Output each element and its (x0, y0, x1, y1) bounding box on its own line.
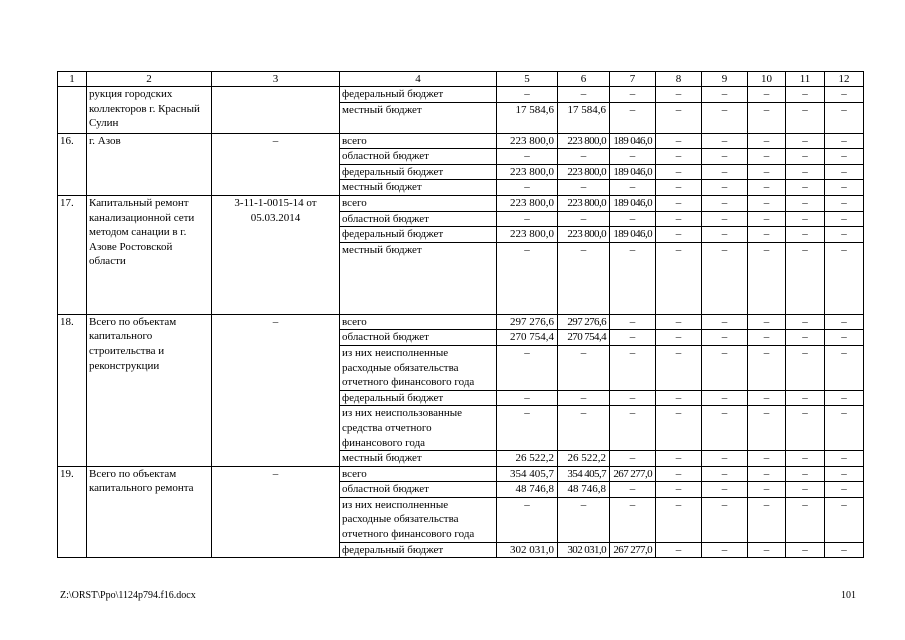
value-cell: – (656, 406, 702, 451)
col-num: 8 (656, 72, 702, 87)
value-cell: 189 046,0 (610, 164, 656, 180)
value-cell: – (558, 149, 610, 165)
value-cell: – (610, 87, 656, 103)
source-label: федеральный бюджет (340, 542, 497, 558)
value-cell: – (702, 102, 748, 133)
value-cell: – (558, 180, 610, 196)
value-cell: – (786, 345, 825, 390)
value-cell: – (610, 149, 656, 165)
col-num: 7 (610, 72, 656, 87)
value-cell: – (656, 497, 702, 542)
value-cell: – (786, 406, 825, 451)
value-cell: – (702, 345, 748, 390)
source-label: всего (340, 133, 497, 149)
value-cell: 354 405,7 (497, 466, 558, 482)
value-cell: – (497, 390, 558, 406)
value-cell: – (610, 345, 656, 390)
value-cell: – (702, 87, 748, 103)
source-label: из них неисполненные расходные обязательства отчетного финансового года (340, 497, 497, 542)
value-cell: – (825, 390, 864, 406)
value-cell: – (656, 133, 702, 149)
value-cell: – (786, 149, 825, 165)
value-cell: – (497, 180, 558, 196)
value-cell: – (558, 242, 610, 314)
col-num: 9 (702, 72, 748, 87)
source-label: областной бюджет (340, 482, 497, 498)
value-cell: – (786, 133, 825, 149)
value-cell: – (610, 314, 656, 330)
value-cell: 189 046,0 (610, 195, 656, 211)
object-code: – (212, 466, 340, 558)
value-cell: – (656, 87, 702, 103)
value-cell: – (702, 180, 748, 196)
source-label: федеральный бюджет (340, 164, 497, 180)
value-cell: – (825, 242, 864, 314)
source-label: областной бюджет (340, 211, 497, 227)
value-cell: – (825, 133, 864, 149)
row-number: 17. (58, 195, 87, 314)
value-cell: 270 754,4 (497, 330, 558, 346)
value-cell: – (558, 390, 610, 406)
object-code: – (212, 133, 340, 195)
source-label: областной бюджет (340, 149, 497, 165)
value-cell: – (748, 133, 786, 149)
col-num: 12 (825, 72, 864, 87)
value-cell: – (558, 406, 610, 451)
value-cell: – (786, 390, 825, 406)
value-cell: – (610, 330, 656, 346)
object-name: Всего по объектам капитального ремонта (87, 466, 212, 558)
value-cell: – (825, 227, 864, 243)
value-cell: – (656, 149, 702, 165)
value-cell: – (748, 227, 786, 243)
value-cell: – (748, 482, 786, 498)
value-cell: 48 746,8 (558, 482, 610, 498)
col-num: 6 (558, 72, 610, 87)
document-path: Z:\ORST\Ppo\1124p794.f16.docx (60, 590, 196, 601)
source-label: всего (340, 195, 497, 211)
value-cell: – (825, 149, 864, 165)
source-label: местный бюджет (340, 180, 497, 196)
value-cell: – (825, 406, 864, 451)
value-cell: – (748, 406, 786, 451)
value-cell: – (610, 497, 656, 542)
value-cell: – (786, 451, 825, 467)
object-code: – (212, 314, 340, 466)
value-cell: – (656, 211, 702, 227)
source-label: всего (340, 466, 497, 482)
value-cell: – (825, 542, 864, 558)
value-cell: – (786, 330, 825, 346)
value-cell: – (610, 102, 656, 133)
value-cell: – (558, 87, 610, 103)
value-cell: – (656, 390, 702, 406)
source-label: областной бюджет (340, 330, 497, 346)
value-cell: – (748, 180, 786, 196)
value-cell: – (702, 211, 748, 227)
value-cell: – (748, 87, 786, 103)
value-cell: – (610, 390, 656, 406)
table-row (58, 314, 864, 330)
value-cell: – (656, 345, 702, 390)
value-cell: 302 031,0 (497, 542, 558, 558)
value-cell: – (702, 482, 748, 498)
value-cell: – (786, 314, 825, 330)
value-cell: – (748, 102, 786, 133)
value-cell: – (497, 149, 558, 165)
value-cell: – (656, 482, 702, 498)
value-cell: – (558, 497, 610, 542)
value-cell: – (786, 195, 825, 211)
value-cell: – (497, 406, 558, 451)
value-cell: 223 800,0 (497, 164, 558, 180)
value-cell: – (786, 466, 825, 482)
value-cell: 223 800,0 (497, 227, 558, 243)
source-label: из них неисполненные расходные обязательства отчетного финансового года (340, 345, 497, 390)
value-cell: – (786, 211, 825, 227)
value-cell: – (656, 180, 702, 196)
value-cell: – (748, 164, 786, 180)
value-cell: – (702, 330, 748, 346)
value-cell: – (786, 242, 825, 314)
col-num: 3 (212, 72, 340, 87)
value-cell: – (702, 390, 748, 406)
page-number: 101 (841, 590, 856, 601)
value-cell: 223 800,0 (497, 133, 558, 149)
value-cell: – (656, 330, 702, 346)
value-cell: – (786, 482, 825, 498)
value-cell: – (656, 227, 702, 243)
value-cell: – (825, 330, 864, 346)
budget-table (57, 71, 864, 558)
value-cell: 267 277,0 (610, 466, 656, 482)
value-cell: 223 800,0 (558, 195, 610, 211)
value-cell: – (748, 195, 786, 211)
value-cell: – (748, 242, 786, 314)
source-label: федеральный бюджет (340, 87, 497, 103)
value-cell: – (702, 542, 748, 558)
col-num: 5 (497, 72, 558, 87)
value-cell: 297 276,6 (497, 314, 558, 330)
object-name: Капитальный ремонт канализационной сети методом санации в г. Азове Ростовской области (87, 195, 212, 314)
value-cell: – (748, 466, 786, 482)
value-cell: – (748, 542, 786, 558)
value-cell: – (656, 195, 702, 211)
value-cell: – (656, 102, 702, 133)
value-cell: – (497, 497, 558, 542)
value-cell: – (702, 451, 748, 467)
value-cell: – (656, 542, 702, 558)
col-num: 4 (340, 72, 497, 87)
table-row (58, 133, 864, 149)
value-cell: 267 277,0 (610, 542, 656, 558)
col-num: 10 (748, 72, 786, 87)
value-cell: – (702, 195, 748, 211)
value-cell: – (656, 164, 702, 180)
value-cell: – (497, 242, 558, 314)
value-cell: 17 584,6 (558, 102, 610, 133)
value-cell: – (825, 87, 864, 103)
value-cell: 223 800,0 (558, 133, 610, 149)
table-body (58, 87, 864, 558)
value-cell: – (786, 227, 825, 243)
object-name: рукция городских коллекторов г. Красный Сулин (87, 87, 212, 134)
value-cell: 223 800,0 (558, 227, 610, 243)
value-cell: – (786, 542, 825, 558)
value-cell: – (610, 482, 656, 498)
value-cell: – (656, 466, 702, 482)
value-cell: – (825, 482, 864, 498)
table-row (58, 87, 864, 103)
value-cell: – (610, 406, 656, 451)
value-cell: – (702, 497, 748, 542)
value-cell: – (748, 451, 786, 467)
value-cell: – (610, 180, 656, 196)
value-cell: – (748, 390, 786, 406)
value-cell: – (825, 180, 864, 196)
value-cell: – (825, 195, 864, 211)
value-cell: – (497, 87, 558, 103)
value-cell: 17 584,6 (497, 102, 558, 133)
value-cell: – (825, 102, 864, 133)
object-code (212, 87, 340, 134)
source-label: федеральный бюджет (340, 390, 497, 406)
value-cell: – (497, 345, 558, 390)
value-cell: 223 800,0 (558, 164, 610, 180)
value-cell: – (656, 451, 702, 467)
source-label: федеральный бюджет (340, 227, 497, 243)
value-cell: – (748, 211, 786, 227)
source-label: местный бюджет (340, 102, 497, 133)
value-cell: – (702, 133, 748, 149)
value-cell: – (748, 345, 786, 390)
value-cell: – (610, 451, 656, 467)
value-cell: – (748, 330, 786, 346)
value-cell: – (497, 211, 558, 227)
value-cell: 48 746,8 (497, 482, 558, 498)
value-cell: – (825, 314, 864, 330)
value-cell: – (610, 242, 656, 314)
col-num: 2 (87, 72, 212, 87)
value-cell: – (610, 211, 656, 227)
value-cell: – (702, 314, 748, 330)
value-cell: – (825, 497, 864, 542)
value-cell: – (825, 211, 864, 227)
source-label: местный бюджет (340, 451, 497, 467)
object-name: г. Азов (87, 133, 212, 195)
value-cell: – (786, 87, 825, 103)
source-label: всего (340, 314, 497, 330)
value-cell: – (702, 406, 748, 451)
value-cell: – (558, 211, 610, 227)
value-cell: – (825, 164, 864, 180)
value-cell: – (656, 242, 702, 314)
value-cell: – (748, 497, 786, 542)
value-cell: – (702, 227, 748, 243)
value-cell: – (825, 451, 864, 467)
object-name: Всего по объектам капитального строительства и реконструкции (87, 314, 212, 466)
value-cell: 270 754,4 (558, 330, 610, 346)
value-cell: – (786, 180, 825, 196)
source-label: местный бюджет (340, 242, 497, 314)
row-number: 19. (58, 466, 87, 558)
value-cell: 189 046,0 (610, 133, 656, 149)
value-cell: 297 276,6 (558, 314, 610, 330)
row-number: 18. (58, 314, 87, 466)
col-num: 1 (58, 72, 87, 87)
value-cell: – (825, 345, 864, 390)
value-cell: – (786, 497, 825, 542)
col-num: 11 (786, 72, 825, 87)
value-cell: 26 522,2 (558, 451, 610, 467)
header-row (58, 72, 864, 87)
value-cell: 354 405,7 (558, 466, 610, 482)
value-cell: – (825, 466, 864, 482)
value-cell: – (702, 242, 748, 314)
value-cell: – (702, 164, 748, 180)
table-row (58, 466, 864, 482)
value-cell: – (656, 314, 702, 330)
value-cell: – (702, 466, 748, 482)
value-cell: – (702, 149, 748, 165)
value-cell: 302 031,0 (558, 542, 610, 558)
value-cell: – (786, 102, 825, 133)
row-number: 16. (58, 133, 87, 195)
table-row (58, 195, 864, 211)
source-label: из них неиспользованные средства отчетного финансового года (340, 406, 497, 451)
value-cell: 223 800,0 (497, 195, 558, 211)
value-cell: 26 522,2 (497, 451, 558, 467)
value-cell: – (748, 149, 786, 165)
value-cell: 189 046,0 (610, 227, 656, 243)
value-cell: – (786, 164, 825, 180)
object-code: 3-11-1-0015-14 от 05.03.2014 (212, 195, 340, 314)
value-cell: – (748, 314, 786, 330)
row-number (58, 87, 87, 134)
value-cell: – (558, 345, 610, 390)
